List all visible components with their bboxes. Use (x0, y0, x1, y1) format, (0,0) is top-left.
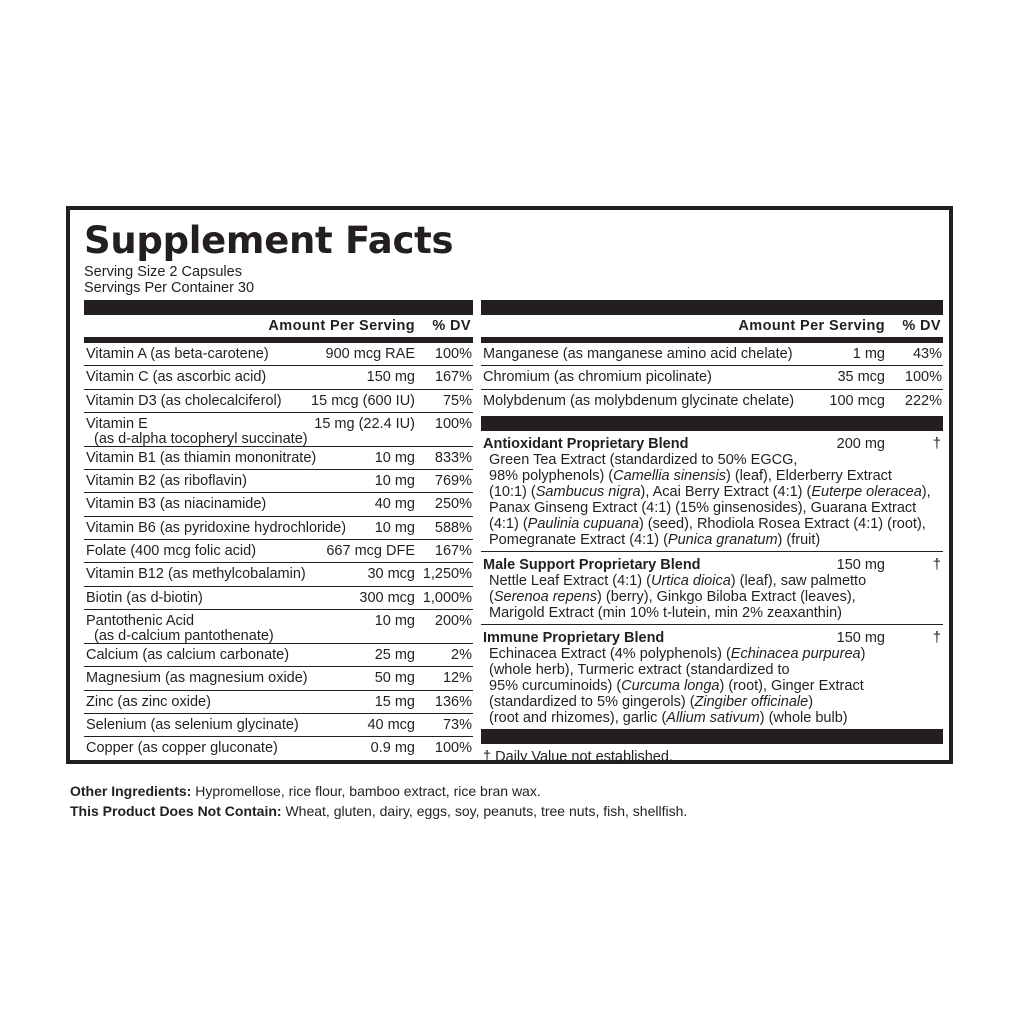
table-row (84, 644, 473, 667)
nutrient-label: Vitamin D3 (as cholecalciferol) (86, 392, 282, 409)
ingredient-text: (10:1) ( (489, 483, 536, 500)
ingredient-text: 95% curcuminoids) ( (489, 677, 622, 694)
column-header (481, 315, 943, 343)
other-ingredients-label: Other Ingredients: (70, 783, 192, 799)
ingredient-text: Nettle Leaf Extract (4:1) ( (489, 572, 651, 589)
mineral-name: Chromium (as chromium picolinate) (483, 369, 712, 386)
nutrient-label: Vitamin E (86, 415, 148, 432)
ingredient-line (489, 605, 943, 621)
ingredient-text: ) (berry), Ginkgo Biloba Extract (leaves), (597, 588, 856, 605)
table-row (84, 343, 473, 366)
nutrient-dv: 136% (434, 693, 472, 710)
botanical-name: Camellia sinensis (613, 467, 726, 484)
blend-amount: 150 mg (836, 629, 885, 646)
nutrient-dv: 2% (451, 646, 472, 663)
nutrient-dv: 100% (434, 415, 472, 432)
table-row (84, 737, 473, 760)
mineral-rows (481, 343, 943, 413)
nutrient-dv: 100% (434, 740, 472, 757)
nutrient-label: Vitamin B3 (as niacinamide) (86, 496, 267, 513)
nutrient-amount: 15 mg (22.4 IU) (314, 415, 415, 432)
botanical-name: Allium sativum (666, 709, 760, 726)
nutrient-dv: 769% (434, 473, 472, 490)
nutrient-dv: 75% (442, 392, 472, 409)
nutrient-source: (as d-alpha tocopheryl succinate) (94, 430, 308, 447)
nutrient-amount: 15 mcg (600 IU) (311, 392, 415, 409)
nutrient-dv: 100% (434, 346, 472, 362)
ingredient-text: ), Acai Berry Extract (4:1) ( (640, 483, 812, 500)
ingredient-text: (4:1) ( (489, 515, 528, 532)
nutrient-source: (as d-calcium pantothenate) (94, 627, 274, 644)
table-row (84, 493, 473, 516)
ingredient-text: Echinacea Extract (4% polyphenols) ( (489, 645, 731, 662)
ingredient-line (489, 500, 943, 516)
ingredient-line (489, 646, 943, 662)
nutrient-dv: 167% (434, 543, 472, 560)
table-row (84, 447, 473, 470)
mineral-amount: 100 mcg (829, 392, 885, 409)
blend-name: Immune Proprietary Blend (483, 629, 665, 646)
nutrient-name (86, 718, 299, 733)
ingredient-line (489, 452, 943, 468)
nutrient-label: Vitamin B2 (as riboflavin) (86, 473, 247, 490)
blend-amount: 150 mg (836, 556, 885, 573)
other-ingredients (70, 783, 541, 799)
ingredient-text: ) (seed), Rhodiola Rosea Extract (4:1) (root), (638, 515, 926, 532)
table-row (481, 343, 943, 366)
nutrient-name (86, 347, 269, 362)
botanical-name: Punica granatum (667, 531, 778, 548)
blend-name: Male Support Proprietary Blend (483, 556, 701, 573)
table-row (84, 667, 473, 690)
ingredient-text: ) (root), Ginger Extract (719, 677, 864, 694)
nutrient-amount: 50 mg (374, 670, 415, 687)
blend-item (481, 431, 943, 552)
nutrient-label: Biotin (as d-biotin) (86, 589, 203, 606)
mineral-name: Manganese (as manganese amino acid chelate) (483, 346, 793, 362)
does-not-contain-label: This Product Does Not Contain: (70, 803, 282, 819)
supplement-facts-panel (66, 206, 953, 764)
ingredient-text: ) (whole bulb) (759, 709, 848, 726)
nutrient-name (86, 544, 256, 559)
nutrient-label: Vitamin B12 (as methylcobalamin) (86, 566, 306, 583)
nutrient-name (86, 741, 278, 756)
mineral-amount: 35 mcg (837, 369, 885, 386)
nutrient-name (86, 614, 274, 644)
nutrient-dv: 833% (434, 449, 472, 466)
nutrient-label: Vitamin C (as ascorbic acid) (86, 369, 267, 386)
ingredient-text: ) (fruit) (777, 531, 821, 548)
table-row (84, 540, 473, 563)
ingredient-text: 98% polyphenols) ( (489, 467, 614, 484)
nutrient-name (86, 497, 266, 512)
nutrient-label: Selenium (as selenium glycinate) (86, 716, 299, 733)
ingredient-text: ) (leaf), saw palmetto (730, 572, 867, 589)
nutrient-amount: 10 mg (374, 612, 415, 629)
botanical-name: Euterpe oleracea (811, 483, 922, 500)
nutrient-label: Vitamin B1 (as thiamin mononitrate) (86, 449, 317, 466)
mineral-dv: 43% (912, 346, 942, 362)
botanical-name: Sambucus nigra (535, 483, 641, 500)
table-row (84, 517, 473, 540)
nutrient-amount: 150 mg (366, 369, 415, 386)
blend-ingredients (483, 646, 943, 726)
ingredient-text: ( (489, 588, 494, 605)
mineral-name: Molybdenum (as molybdenum glycinate chelate) (483, 392, 795, 409)
botanical-name: Serenoa repens (493, 588, 598, 605)
top-bar (84, 300, 473, 315)
nutrient-dv: 588% (434, 519, 472, 536)
right-column (481, 300, 943, 765)
table-row (481, 390, 943, 413)
table-row (84, 366, 473, 389)
does-not-contain-text: Wheat, gluten, dairy, eggs, soy, peanuts, tree nuts, fish, shellfish. (281, 803, 688, 819)
footnote: † Daily Value not established. (483, 748, 673, 765)
nutrient-dv: 250% (434, 496, 472, 513)
nutrient-name (86, 567, 306, 582)
blend-amount: 200 mg (836, 435, 885, 452)
ingredient-text: ) (leaf), Elderberry Extract (725, 467, 892, 484)
ingredient-text: Panax Ginseng Extract (4:1) (15% ginsenosides), Guarana Extract (489, 499, 917, 516)
ingredient-line (489, 710, 943, 726)
nutrient-name (86, 521, 346, 536)
ingredient-text: ) (860, 645, 866, 662)
table-row (84, 587, 473, 610)
ingredient-line (489, 532, 943, 548)
nutrient-amount: 40 mcg (367, 716, 415, 733)
nutrient-dv: 1,000% (422, 589, 472, 606)
nutrient-label: Pantothenic Acid (86, 612, 195, 629)
nutrient-dv: 1,250% (422, 566, 472, 583)
ingredient-line (489, 468, 943, 484)
ingredient-line (489, 678, 943, 694)
nutrient-amount: 15 mg (374, 693, 415, 710)
nutrient-name (86, 591, 203, 606)
column-header (84, 315, 473, 343)
nutrient-dv: 12% (442, 670, 472, 687)
does-not-contain (70, 803, 687, 819)
table-row (84, 563, 473, 586)
ingredient-text: Pomegranate Extract (4:1) ( (489, 531, 668, 548)
blend-dv: † (932, 629, 941, 646)
table-row (84, 610, 473, 644)
ingredient-text: (standardized to 5% gingerols) ( (489, 693, 695, 710)
botanical-name: Echinacea purpurea (730, 645, 861, 662)
botanical-name: Urtica dioica (650, 572, 731, 589)
nutrient-name (86, 451, 316, 466)
botanical-name: Zingiber officinale (694, 693, 809, 710)
servings-per-container: Servings Per Container 30 (84, 279, 255, 296)
nutrient-dv: 73% (442, 716, 472, 733)
nutrient-amount: 900 mcg RAE (325, 346, 415, 362)
nutrient-label: Folate (400 mcg folic acid) (86, 543, 257, 560)
amount-header: Amount Per Serving (738, 318, 885, 334)
ingredient-line (489, 662, 943, 678)
ingredient-text: ) (808, 693, 814, 710)
ingredient-line (489, 573, 943, 589)
nutrient-amount: 10 mg (374, 473, 415, 490)
table-row (84, 691, 473, 714)
nutrient-rows (84, 343, 473, 760)
nutrient-amount: 25 mg (374, 646, 415, 663)
nutrient-name (86, 695, 211, 710)
bottom-bar (481, 729, 943, 744)
serving-size: Serving Size 2 Capsules (84, 264, 242, 280)
nutrient-amount: 300 mcg (359, 589, 415, 606)
nutrient-amount: 667 mcg DFE (326, 543, 415, 560)
other-ingredients-text: Hypromellose, rice flour, bamboo extract, rice bran wax. (191, 783, 541, 799)
proprietary-blends (481, 431, 943, 729)
top-bar (481, 300, 943, 315)
ingredient-text: (root and rhizomes), garlic ( (489, 709, 667, 726)
blend-item (481, 625, 943, 729)
panel-title: Supplement Facts (84, 219, 454, 262)
ingredient-text: Marigold Extract (min 10% t-lutein, min 2% zeaxanthin) (489, 604, 842, 621)
nutrient-amount: 40 mg (374, 496, 415, 513)
nutrient-label: Magnesium (as magnesium oxide) (86, 670, 308, 687)
nutrient-name (86, 394, 282, 409)
table-row (84, 390, 473, 413)
nutrient-amount: 30 mcg (367, 566, 415, 583)
botanical-name: Curcuma longa (621, 677, 720, 694)
amount-header: Amount Per Serving (268, 318, 415, 334)
table-row (481, 366, 943, 389)
botanical-name: Paulinia cupuana (527, 515, 639, 532)
table-row (84, 413, 473, 447)
blend-bar (481, 416, 943, 431)
nutrient-label: Zinc (as zinc oxide) (86, 693, 211, 710)
nutrient-name (86, 370, 266, 385)
blend-ingredients (483, 573, 943, 621)
ingredient-line (489, 516, 943, 532)
blend-item (481, 552, 943, 625)
nutrient-label: Calcium (as calcium carbonate) (86, 646, 290, 663)
ingredient-text: Green Tea Extract (standardized to 50% EGCG, (489, 451, 798, 468)
nutrient-amount: 10 mg (374, 519, 415, 536)
nutrient-amount: 10 mg (374, 449, 415, 466)
nutrient-dv: 200% (434, 612, 472, 629)
blend-name: Antioxidant Proprietary Blend (483, 435, 689, 452)
nutrient-dv: 167% (434, 369, 472, 386)
nutrient-label: Copper (as copper gluconate) (86, 740, 278, 757)
nutrient-amount: 0.9 mg (370, 740, 415, 757)
left-column (84, 300, 473, 760)
nutrient-name (86, 648, 289, 663)
nutrient-label: Vitamin A (as beta-carotene) (86, 346, 269, 362)
ingredient-line (489, 694, 943, 710)
mineral-amount: 1 mg (852, 346, 885, 362)
ingredient-line (489, 589, 943, 605)
table-row (84, 470, 473, 493)
table-row (84, 714, 473, 737)
blend-ingredients (483, 452, 943, 548)
ingredient-text: ), (921, 483, 931, 500)
blend-dv: † (932, 435, 941, 452)
nutrient-label: Vitamin B6 (as pyridoxine hydrochloride) (86, 519, 347, 536)
dv-header: % DV (902, 318, 941, 334)
ingredient-line (489, 484, 943, 500)
nutrient-name (86, 417, 308, 447)
ingredient-text: (whole herb), Turmeric extract (standardized to (489, 661, 790, 678)
dv-header: % DV (432, 318, 471, 334)
nutrient-name (86, 474, 247, 489)
blend-dv: † (932, 556, 941, 573)
nutrient-name (86, 671, 308, 686)
mineral-dv: 222% (904, 392, 942, 409)
mineral-dv: 100% (904, 369, 942, 386)
serving-info (84, 265, 254, 296)
